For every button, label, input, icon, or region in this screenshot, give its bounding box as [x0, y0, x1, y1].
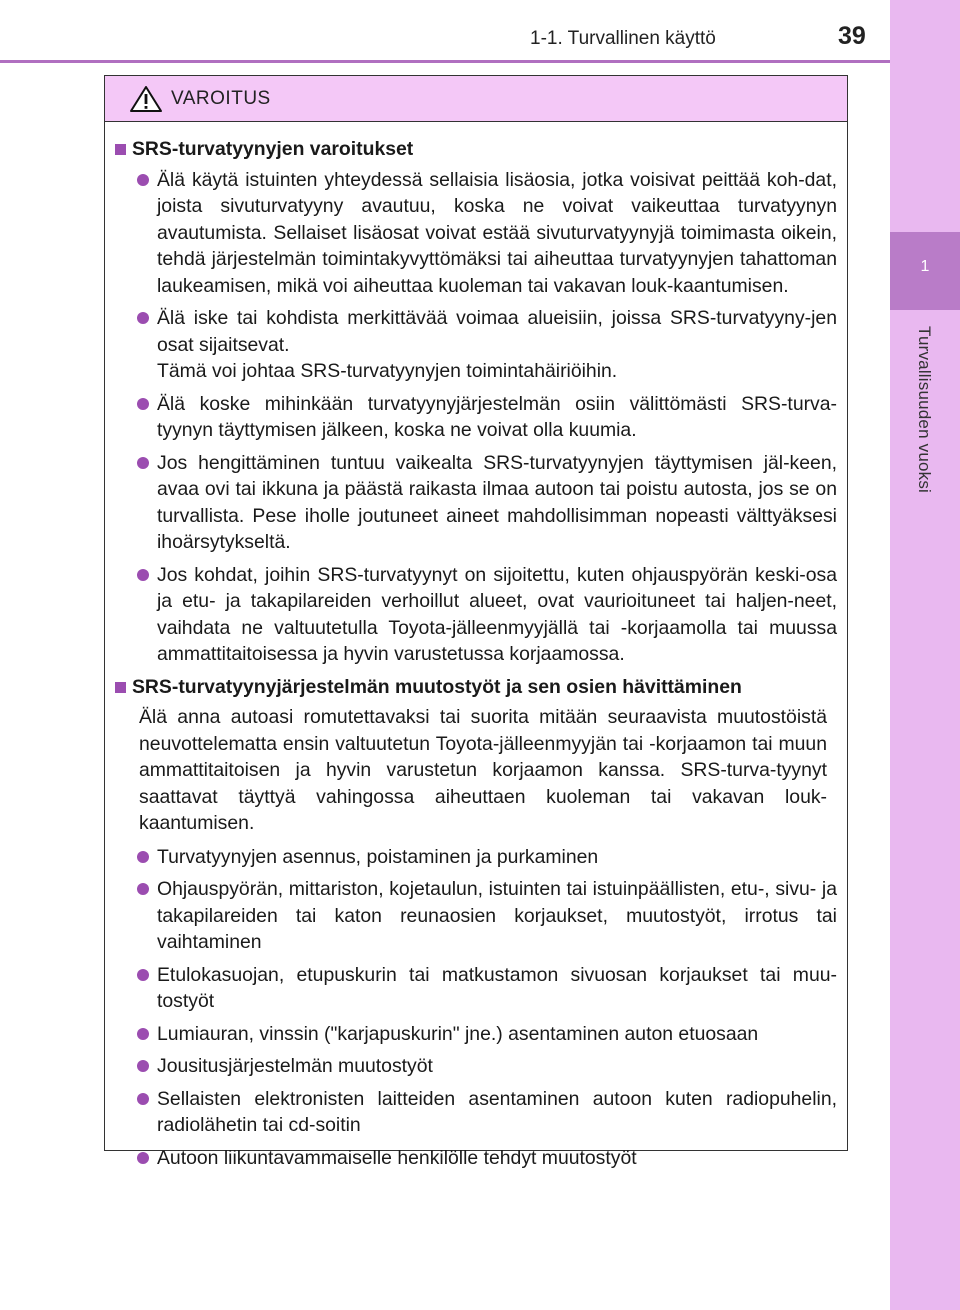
section-heading: SRS-turvatyynyjen varoitukset	[115, 136, 837, 163]
round-bullet-icon	[137, 1152, 149, 1164]
round-bullet-icon	[137, 569, 149, 581]
round-bullet-icon	[137, 312, 149, 324]
list-item: Lumiauran, vinssin ("karjapuskurin" jne.) asentaminen auton etuosaan	[123, 1021, 837, 1048]
round-bullet-icon	[137, 883, 149, 895]
round-bullet-icon	[137, 398, 149, 410]
round-bullet-icon	[137, 1060, 149, 1072]
round-bullet-icon	[137, 851, 149, 863]
side-tab	[890, 0, 960, 1310]
header-rule	[0, 60, 890, 63]
list-item-note: Tämä voi johtaa SRS-turvatyynyjen toimintahäiriöihin.	[157, 360, 618, 382]
list-item: Ohjauspyörän, mittariston, kojetaulun, istuinten tai istuinpäällisten, etu-, sivu- ja takapilareiden tai katon reunaosien korjaukset, muutostyöt, irrotus tai vaihtaminen	[123, 876, 837, 956]
section-intro: Älä anna autoasi romutettavaksi tai suorita mitään seuraavista muutostöistä neuvottelematta ensin valtuutetun Toyota-jälleenmyyjän tai -korjaamon tai muun ammattitaitoisen ja hyvin varustetun korjaamon kanssa. SRS-turva-tyynyt saattavat täyttyä vahingossa aiheuttaen kuoleman tai vakavan louk-kaantumisen.	[139, 706, 827, 834]
side-chapter-label: Turvallisuuden vuoksi	[915, 326, 934, 494]
list-item: Jousitusjärjestelmän muutostyöt	[123, 1053, 837, 1080]
warning-box	[104, 75, 848, 1169]
list-item: Älä iske tai kohdista merkittävää voimaa alueisiin, joissa SRS-turvatyyny-jen osat sijaitsevat. Tämä voi johtaa SRS-turvatyynyjen toimintahäiriöihin.	[123, 305, 837, 385]
round-bullet-icon	[137, 1093, 149, 1105]
round-bullet-icon	[137, 969, 149, 981]
list-item: Autoon liikuntavammaiselle henkilölle tehdyt muutostyöt	[123, 1145, 837, 1172]
chapter-title: 1-1. Turvallinen käyttö	[530, 28, 716, 49]
list-item: Jos hengittäminen tuntuu vaikealta SRS-turvatyynyjen täyttymisen jäl-keen, avaa ovi tai ikkuna ja päästä raikasta ilmaa autoon tai poistu autosta, jos se on turvallista. Pese iholle joutuneet aineet mahdollisimman nopeasti välttyäksesi ihoärsytykseltä.	[123, 450, 837, 556]
warning-label: VAROITUS	[171, 88, 271, 109]
list-item: Jos kohdat, joihin SRS-turvatyynyt on sijoitettu, kuten ohjauspyörän keski-osa ja etu- ja takapilareiden verhoillut alueet, ovat vaurioituneet tai haljen-neet, vaihdata ne valtuutetulla Toyota-jälleenmyyjällä tai -korjaamolla tai muussa ammattitaitoisessa ja hyvin varustetussa korjaamossa.	[123, 562, 837, 668]
side-chapter-number: 1	[920, 258, 930, 275]
list-item: Älä koske mihinkään turvatyynyjärjestelmän osiin välittömästi SRS-turva-tyynyn täyttymisen jälkeen, koska ne voivat olla kuumia.	[123, 391, 837, 444]
page-number: 39	[838, 22, 866, 50]
list-item: Älä käytä istuinten yhteydessä sellaisia lisäosia, jotka voisivat peittää koh-dat, joista sivuturvatyyny avautuu, koska ne voivat vaikeuttaa turvatyynyn avautumista. Sellaiset lisäosat voivat estää sivuturvatyynyjä toimimasta oikein, tehdä järjestelmän toimintakyvyttömäksi tai aiheuttaa turvatyynyjen tahattoman laukeamisen, mikä voi aiheuttaa kuoleman tai vakavan louk-kaantumisen.	[123, 167, 837, 300]
warning-content	[105, 122, 847, 1171]
warning-header	[105, 76, 847, 122]
list-item: Sellaisten elektronisten laitteiden asentaminen autoon kuten radiopuhelin, radiolähetin tai cd-soitin	[123, 1086, 837, 1139]
section-heading: SRS-turvatyynyjärjestelmän muutostyöt ja sen osien hävittäminen	[115, 674, 837, 701]
square-bullet-icon	[115, 682, 126, 693]
side-chapter-number-box	[890, 232, 960, 310]
list-item: Turvatyynyjen asennus, poistaminen ja purkaminen	[123, 844, 837, 871]
warning-triangle-icon	[129, 85, 163, 118]
round-bullet-icon	[137, 1028, 149, 1040]
round-bullet-icon	[137, 174, 149, 186]
list-item: Etulokasuojan, etupuskurin tai matkustamon sivuosan korjaukset tai muu-tostyöt	[123, 962, 837, 1015]
round-bullet-icon	[137, 457, 149, 469]
square-bullet-icon	[115, 144, 126, 155]
